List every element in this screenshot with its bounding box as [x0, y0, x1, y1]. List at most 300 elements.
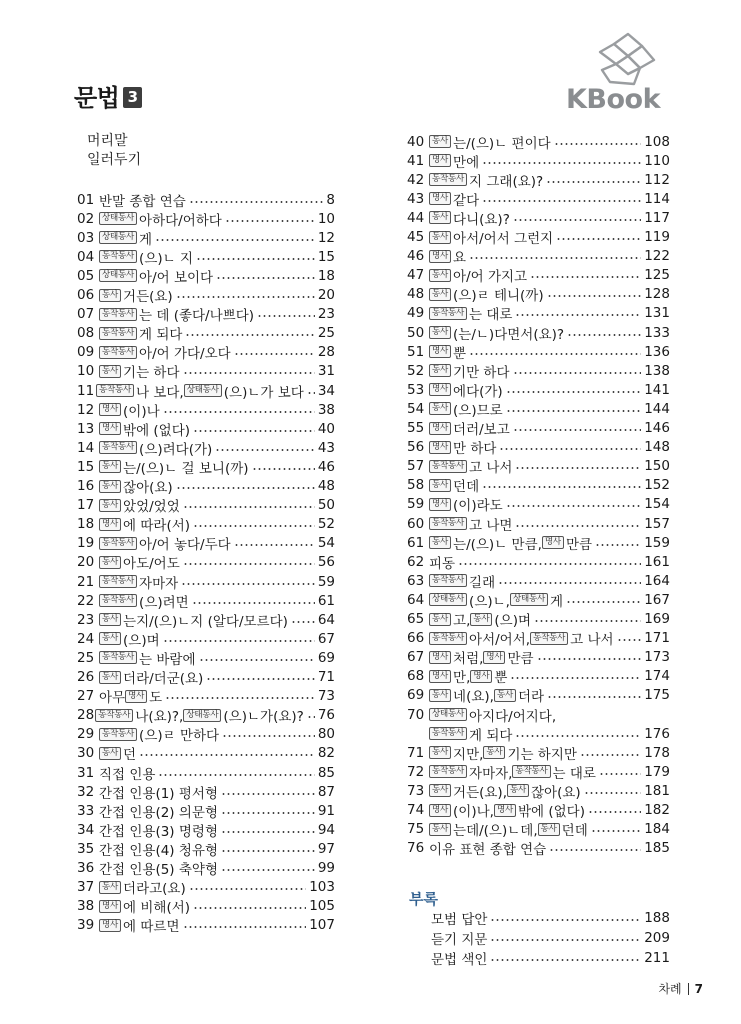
entry-segment [99, 342, 231, 362]
entry-number: 44 [407, 209, 425, 226]
toc-entry[interactable] [407, 170, 670, 189]
pos-tag-badge: 동사 [429, 288, 451, 301]
toc-entry[interactable] [77, 897, 335, 916]
pos-tag-badge: 동작동사 [530, 632, 568, 645]
toc-entry[interactable] [407, 571, 670, 590]
pos-tag-badge: 동작동사 [99, 575, 137, 588]
entry-number: 15 [77, 458, 95, 475]
toc-entry[interactable] [77, 629, 335, 648]
entry-page: 131 [644, 305, 670, 322]
entry-segment [429, 800, 494, 820]
toc-entry[interactable] [407, 705, 670, 724]
entry-text: 밖에 (없다) [123, 422, 191, 439]
appendix-entry[interactable] [431, 948, 670, 967]
leader-dots [482, 156, 641, 166]
pos-tag-badge: 명사 [429, 250, 451, 263]
entry-segment [99, 629, 160, 649]
pos-tag-badge: 동사 [99, 460, 121, 473]
leader-dots [163, 634, 315, 644]
entry-segment [99, 801, 218, 821]
leader-dots [183, 500, 315, 510]
pos-tag-badge: 상태동사 [429, 593, 467, 606]
pos-tag-badge: 동작동사 [99, 651, 137, 664]
toc-entry[interactable] [407, 342, 670, 361]
appendix-page: 188 [644, 909, 670, 926]
entry-text: 기만 하다 [453, 364, 510, 381]
pos-tag-badge: 동사 [429, 402, 451, 415]
entry-number: 63 [407, 572, 425, 589]
entry-page: 99 [317, 860, 335, 876]
pos-tag-badge: 동사 [429, 326, 451, 339]
entry-text: 거든(요), [453, 784, 507, 801]
entry-number: 16 [77, 478, 95, 494]
entry-number: 59 [407, 496, 425, 513]
entry-number: 33 [77, 802, 95, 819]
toc-entry[interactable] [77, 438, 335, 457]
pos-tag-badge: 동사 [429, 135, 451, 148]
entry-text: 더러/보고 [453, 422, 510, 438]
toc-entry[interactable] [407, 610, 670, 629]
leader-dots [257, 309, 315, 319]
entry-text: (으)ㄴ 지 [139, 250, 193, 267]
entry-page: 34 [317, 382, 335, 399]
toc-entry[interactable] [77, 648, 335, 667]
leader-dots [482, 480, 641, 490]
entry-number: 61 [407, 534, 425, 551]
pos-tag-badge: 상태동사 [510, 593, 548, 606]
entry-text: 길래 [469, 574, 496, 591]
toc-entry[interactable] [407, 438, 670, 457]
toc-entry[interactable] [407, 208, 670, 227]
pos-tag-badge: 동작동사 [96, 384, 134, 397]
entry-text: 는 바람에 [139, 651, 196, 668]
toc-entry[interactable] [77, 572, 335, 591]
toc-entry[interactable] [407, 151, 670, 170]
entry-page: 25 [317, 325, 335, 342]
pos-tag-badge: 동사 [99, 632, 121, 645]
entry-text: 지 그래(요)? [469, 173, 544, 190]
toc-entry[interactable] [407, 724, 670, 743]
entry-text: 만에 [453, 154, 480, 171]
leader-dots [530, 270, 641, 280]
entry-number: 72 [407, 763, 425, 780]
pos-tag-badge: 동사 [429, 536, 451, 549]
toc-entry[interactable] [407, 419, 670, 438]
toc-entry[interactable] [407, 132, 670, 151]
entry-segment [99, 419, 190, 439]
entry-number: 55 [407, 420, 425, 436]
leader-dots [588, 805, 641, 815]
pos-tag-badge: 명사 [429, 345, 451, 358]
toc-entry[interactable] [407, 361, 670, 380]
toc-entry[interactable] [77, 687, 335, 706]
entry-number: 70 [407, 706, 425, 723]
pos-tag-badge: 명사 [99, 919, 121, 932]
intro-item[interactable]: 일러두기 [87, 152, 142, 168]
pos-tag-badge: 명사 [429, 804, 451, 817]
leader-dots [490, 913, 641, 923]
toc-entry[interactable] [407, 189, 670, 208]
toc-entry[interactable] [77, 515, 335, 534]
pos-tag-badge: 동사 [429, 823, 451, 836]
pos-tag-badge: 동작동사 [99, 537, 137, 550]
entry-segment [99, 763, 155, 783]
entry-page: 52 [317, 516, 335, 533]
entry-text: 는 대로 [552, 765, 596, 782]
entry-segment [429, 571, 495, 591]
toc-entry[interactable] [77, 763, 335, 782]
leader-dots [499, 442, 641, 452]
entry-number: 65 [407, 611, 425, 627]
entry-page: 8 [326, 191, 335, 208]
entry-segment [494, 800, 585, 820]
pos-tag-badge: 동사 [99, 365, 121, 378]
toc-entry[interactable] [77, 324, 335, 343]
toc-entry[interactable] [77, 362, 335, 381]
pos-tag-badge: 명사 [99, 422, 121, 435]
leader-dots [584, 786, 642, 796]
toc-entry[interactable] [407, 533, 670, 552]
entry-segment [429, 456, 512, 476]
entry-page: 169 [644, 611, 670, 627]
toc-entry[interactable] [77, 916, 335, 935]
entry-number: 08 [77, 325, 95, 342]
entry-page: 181 [644, 782, 670, 799]
toc-entry[interactable] [407, 590, 670, 609]
entry-text: (으)며 [123, 632, 160, 649]
toc-entry[interactable] [407, 495, 670, 514]
leader-dots [222, 729, 315, 739]
entry-text: 아도/어도 [123, 556, 180, 573]
appendix-label: 문법 색인 [431, 951, 488, 968]
entry-text: 에 따르면 [123, 919, 180, 936]
entry-segment [429, 399, 503, 419]
entry-segment [429, 724, 512, 744]
toc-entry[interactable] [407, 285, 670, 304]
pos-tag-badge: 명사 [470, 670, 492, 683]
toc-entry[interactable] [77, 419, 335, 438]
entry-page: 69 [317, 649, 335, 666]
entry-segment [99, 190, 186, 210]
pos-tag-badge: 동사 [99, 747, 121, 760]
entry-page: 56 [317, 554, 335, 571]
toc-entry[interactable] [407, 781, 670, 800]
entry-segment [99, 591, 189, 611]
appendix-page: 209 [644, 929, 670, 946]
leader-dots [506, 499, 642, 509]
leader-dots [189, 882, 306, 892]
entry-number: 71 [407, 744, 425, 761]
entry-page: 167 [644, 591, 670, 608]
toc-entry[interactable] [77, 610, 335, 629]
leader-dots [482, 194, 641, 204]
entry-page: 141 [644, 381, 670, 398]
leader-dots [252, 462, 315, 472]
toc-entry[interactable] [77, 801, 335, 820]
entry-segment [429, 361, 510, 381]
entry-segment [429, 380, 503, 400]
toc-entry[interactable] [77, 782, 335, 801]
toc-entry[interactable] [407, 457, 670, 476]
entry-text: 아지다/어지다, [469, 708, 557, 725]
toc-entry[interactable] [407, 743, 670, 762]
entry-text: (이)나 [123, 403, 160, 420]
pos-tag-badge: 상태동사 [99, 231, 137, 244]
pos-tag-badge: 명사 [99, 403, 121, 416]
appendix-entry[interactable] [431, 928, 670, 947]
entry-segment [99, 877, 186, 897]
entry-number: 69 [407, 687, 425, 704]
entry-page: 128 [644, 286, 670, 303]
toc-entry[interactable] [407, 228, 670, 247]
entry-segment [429, 762, 512, 782]
entry-number: 66 [407, 630, 425, 647]
entry-number: 12 [77, 401, 95, 418]
entry-page: 114 [644, 190, 670, 207]
toc-entry[interactable] [77, 305, 335, 324]
page-number: 7 [694, 981, 703, 996]
toc-entry[interactable] [77, 839, 335, 858]
entry-page: 185 [644, 840, 670, 857]
leader-dots [158, 768, 314, 778]
entry-segment [429, 685, 494, 705]
toc-entry[interactable] [77, 859, 335, 878]
entry-segment [429, 284, 544, 304]
toc-entry[interactable] [407, 839, 670, 858]
toc-entry[interactable] [77, 725, 335, 744]
toc-entry[interactable] [77, 591, 335, 610]
pos-tag-badge: 명사 [429, 383, 451, 396]
toc-entry[interactable] [407, 380, 670, 399]
toc-entry[interactable] [77, 706, 335, 725]
toc-entry[interactable] [77, 247, 335, 266]
leader-dots [221, 825, 315, 835]
toc-entry[interactable] [77, 400, 335, 419]
pos-tag-badge: 동작동사 [429, 460, 467, 473]
toc-entry[interactable] [407, 304, 670, 323]
entry-text: (으)ㄴ가(요)? [223, 709, 304, 726]
entry-segment [99, 896, 190, 916]
entry-number: 38 [77, 898, 95, 915]
entry-text: (으)ㄹ 만하다 [139, 728, 220, 745]
entry-segment [429, 418, 510, 438]
entry-text: 나(요)?, [135, 709, 184, 726]
entry-page: 76 [317, 707, 335, 724]
toc-entry[interactable] [407, 476, 670, 495]
entry-segment [429, 151, 479, 171]
toc-entry[interactable] [77, 553, 335, 572]
entry-number: 51 [407, 343, 425, 360]
toc-entry[interactable] [77, 477, 335, 496]
appendix-entry[interactable] [431, 908, 670, 927]
entry-number: 68 [407, 668, 425, 685]
toc-entry[interactable] [407, 762, 670, 781]
leader-dots [196, 252, 315, 262]
entry-number: 48 [407, 286, 425, 303]
entry-number: 42 [407, 171, 425, 188]
intro-item[interactable]: 머리말 [87, 133, 128, 149]
pos-tag-badge: 동작동사 [429, 632, 467, 645]
entry-number: 14 [77, 439, 95, 456]
leader-dots [498, 576, 641, 586]
entry-page: 125 [644, 267, 670, 284]
leader-dots [591, 824, 641, 834]
entry-number: 18 [77, 516, 95, 533]
toc-entry[interactable] [407, 514, 670, 533]
toc-entry[interactable] [407, 629, 670, 648]
leader-dots [546, 175, 641, 185]
entry-page: 174 [644, 668, 670, 685]
pos-tag-badge: 동작동사 [429, 727, 467, 740]
toc-entry[interactable] [407, 266, 670, 285]
entry-number: 27 [77, 688, 95, 705]
leader-dots [566, 595, 641, 605]
entry-number: 56 [407, 439, 425, 456]
toc-entry[interactable] [77, 820, 335, 839]
entry-text: 고 나서 [570, 632, 614, 649]
entry-segment [483, 647, 533, 667]
leader-dots [469, 347, 641, 357]
entry-text: 간접 인용(1) 평서형 [99, 785, 218, 802]
pos-tag-badge: 동작동사 [429, 765, 467, 778]
toc-entry[interactable] [77, 457, 335, 476]
pos-tag-badge: 동작동사 [429, 574, 467, 587]
leader-dots [513, 366, 642, 376]
footer-label: 차례 [658, 982, 682, 996]
entry-segment [429, 303, 512, 323]
entry-text: 는데/(으)ㄴ데, [453, 823, 538, 840]
entry-page: 103 [309, 879, 335, 896]
pos-tag-badge: 동작동사 [99, 327, 137, 340]
toc-entry[interactable] [407, 399, 670, 418]
entry-text: 직접 인용 [99, 766, 156, 783]
pos-tag-badge: 동사 [99, 480, 121, 493]
entry-number: 29 [77, 726, 95, 743]
toc-entry[interactable] [77, 228, 335, 247]
entry-segment [96, 381, 184, 401]
entry-number: 22 [77, 592, 95, 609]
toc-entry[interactable] [407, 801, 670, 820]
toc-entry[interactable] [77, 381, 335, 400]
pos-tag-badge: 동사 [429, 231, 451, 244]
entry-number: 01 [77, 191, 95, 208]
toc-entry[interactable] [77, 209, 335, 228]
entry-page: 150 [644, 458, 670, 475]
leader-dots [556, 232, 641, 242]
entry-text: 이유 표현 종합 연습 [429, 842, 547, 859]
pos-tag-badge: 동작동사 [429, 173, 467, 186]
toc-entry[interactable] [77, 744, 335, 763]
entry-text: 아서/어서 그런지 [453, 231, 554, 247]
entry-number: 24 [77, 630, 95, 647]
entry-segment [429, 265, 527, 285]
leader-dots [549, 843, 641, 853]
entry-text: 나 보다, [136, 384, 184, 401]
pos-tag-badge: 동사 [429, 689, 451, 702]
entry-text: (이)나, [453, 804, 494, 820]
leader-dots [176, 481, 315, 491]
toc-entry[interactable] [407, 820, 670, 839]
entry-segment [99, 438, 212, 458]
entry-text: 았었/었었 [123, 499, 180, 516]
toc-entry[interactable] [407, 247, 670, 266]
entry-page: 110 [644, 152, 670, 169]
leader-dots [206, 672, 314, 682]
toc-entry[interactable] [77, 534, 335, 553]
entry-number: 60 [407, 515, 425, 532]
pos-tag-badge: 동사 [507, 784, 529, 797]
entry-page: 159 [644, 534, 670, 551]
toc-entry[interactable] [407, 323, 670, 342]
entry-page: 87 [317, 783, 335, 800]
leader-dots [567, 328, 641, 338]
leader-dots [307, 710, 315, 720]
entry-number: 50 [407, 324, 425, 341]
toc-entry[interactable] [77, 266, 335, 285]
entry-text: 아/어 보이다 [139, 269, 214, 286]
entry-text: 기는 하지만 [507, 746, 577, 763]
toc-entry[interactable] [77, 878, 335, 897]
pos-tag-badge: 명사 [494, 804, 516, 817]
entry-text: 게 [139, 231, 153, 248]
entry-page: 46 [317, 458, 335, 475]
leader-dots [234, 347, 315, 357]
entry-segment [512, 762, 595, 782]
entry-segment [429, 743, 483, 763]
entry-page: 71 [317, 669, 335, 685]
entry-page: 31 [317, 363, 335, 380]
entry-page: 182 [644, 802, 670, 818]
leader-dots [181, 577, 315, 587]
entry-number: 53 [407, 381, 425, 398]
entry-number: 67 [407, 649, 425, 666]
entry-text: 아서/어서, [469, 632, 531, 649]
entry-segment [183, 705, 303, 725]
toc-entry[interactable] [407, 667, 670, 686]
entry-segment [99, 285, 173, 305]
toc-entry[interactable] [77, 496, 335, 515]
entry-segment [99, 514, 190, 534]
toc-entry[interactable] [77, 190, 335, 209]
leader-dots [515, 461, 641, 471]
entry-number: 52 [407, 362, 425, 379]
toc-entry[interactable] [407, 648, 670, 667]
leader-dots [221, 844, 315, 854]
entry-number: 39 [77, 917, 95, 934]
leader-dots [599, 767, 641, 777]
entry-page: 91 [317, 802, 335, 819]
appendix-title: 부록 [409, 890, 438, 908]
entry-text: 잖아(요) [123, 480, 173, 496]
entry-segment [429, 437, 496, 457]
entry-page: 73 [317, 688, 335, 705]
entry-text: 기는 하다 [123, 365, 180, 382]
toc-entry[interactable] [407, 552, 670, 571]
leader-dots [513, 423, 641, 433]
toc-entry[interactable] [77, 668, 335, 687]
entry-page: 59 [317, 573, 335, 590]
toc-entry[interactable] [407, 686, 670, 705]
leader-dots [595, 538, 641, 548]
leader-dots [580, 748, 641, 758]
leader-dots [176, 290, 315, 300]
entry-segment [99, 782, 218, 802]
entry-segment [429, 494, 503, 514]
toc-entry[interactable] [77, 343, 335, 362]
entry-number: 64 [407, 591, 425, 608]
toc-entry[interactable] [77, 286, 335, 305]
entry-page: 94 [317, 821, 335, 838]
